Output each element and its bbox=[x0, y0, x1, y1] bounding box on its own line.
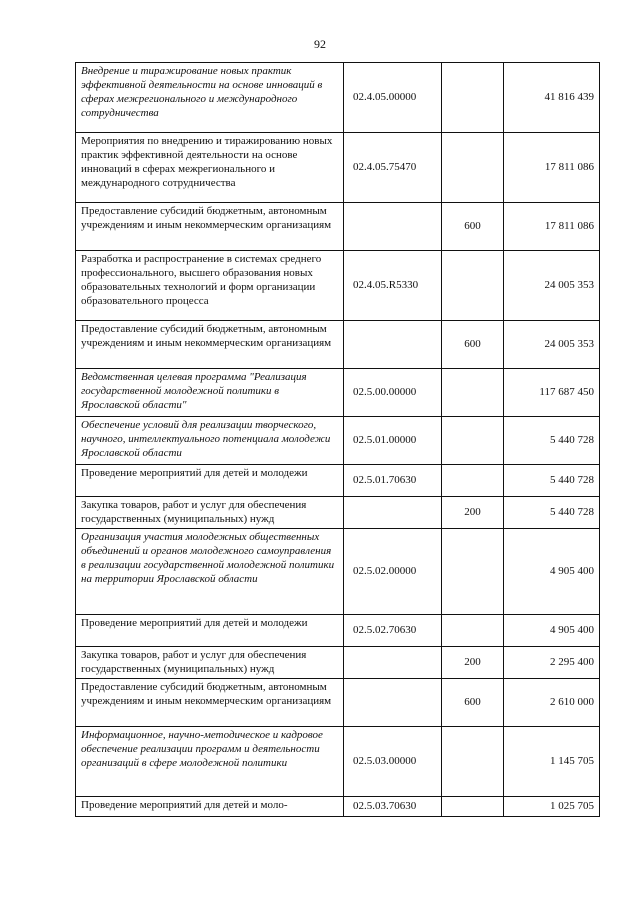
page-number: 92 bbox=[314, 37, 326, 51]
row-sum-cell: 2 610 000 bbox=[504, 679, 600, 727]
row-code-cell bbox=[344, 679, 442, 727]
row-type-cell bbox=[442, 369, 504, 417]
row-code-cell: 02.5.03.00000 bbox=[344, 727, 442, 797]
row-sum-cell: 4 905 400 bbox=[504, 615, 600, 647]
row-type-cell bbox=[442, 417, 504, 465]
row-code-cell bbox=[344, 321, 442, 369]
row-code-cell bbox=[344, 203, 442, 251]
row-sum-cell: 17 811 086 bbox=[504, 203, 600, 251]
table-row bbox=[76, 369, 600, 417]
row-name-cell: Предоставление субсидий бюджетным, автономным учреждениям и иным некоммерческим организациям bbox=[76, 679, 344, 727]
table-row bbox=[76, 529, 600, 615]
row-type-cell: 600 bbox=[442, 203, 504, 251]
row-sum-cell: 5 440 728 bbox=[504, 417, 600, 465]
row-sum-cell: 1 025 705 bbox=[504, 797, 600, 817]
row-code-cell: 02.4.05.75470 bbox=[344, 133, 442, 203]
table-row bbox=[76, 203, 600, 251]
row-name-cell: Ведомственная целевая программа "Реализация государственной молодежной политики в Ярославской области" bbox=[76, 369, 344, 417]
row-type-cell: 200 bbox=[442, 647, 504, 679]
budget-table bbox=[75, 62, 600, 817]
row-type-cell bbox=[442, 529, 504, 615]
row-type-cell: 600 bbox=[442, 321, 504, 369]
row-sum-cell: 41 816 439 bbox=[504, 63, 600, 133]
row-name-cell: Мероприятия по внедрению и тиражированию новых практик эффективной деятельности на основе инноваций в сферах межрегионального и международного сотрудничества bbox=[76, 133, 344, 203]
row-name-cell: Обеспечение условий для реализации творческого, научного, интеллектуального потенциала молодежи Ярославской области bbox=[76, 417, 344, 465]
table-row bbox=[76, 647, 600, 679]
table-row bbox=[76, 797, 600, 817]
row-type-cell bbox=[442, 63, 504, 133]
row-code-cell bbox=[344, 497, 442, 529]
row-name-cell: Закупка товаров, работ и услуг для обеспечения государственных (муниципальных) нужд bbox=[76, 497, 344, 529]
table-row bbox=[76, 321, 600, 369]
row-code-cell bbox=[344, 647, 442, 679]
row-name-cell: Закупка товаров, работ и услуг для обеспечения государственных (муниципальных) нужд bbox=[76, 647, 344, 679]
table-row bbox=[76, 727, 600, 797]
row-sum-cell: 117 687 450 bbox=[504, 369, 600, 417]
table-row bbox=[76, 615, 600, 647]
table-row bbox=[76, 497, 600, 529]
row-type-cell bbox=[442, 133, 504, 203]
row-code-cell: 02.5.00.00000 bbox=[344, 369, 442, 417]
row-sum-cell: 5 440 728 bbox=[504, 465, 600, 497]
row-name-cell: Внедрение и тиражирование новых практик эффективной деятельности на основе инноваций в сферах межрегионального и международного сотрудничества bbox=[76, 63, 344, 133]
row-code-cell: 02.4.05.R5330 bbox=[344, 251, 442, 321]
row-sum-cell: 17 811 086 bbox=[504, 133, 600, 203]
table-row bbox=[76, 63, 600, 133]
table-row bbox=[76, 417, 600, 465]
row-name-cell: Разработка и распространение в системах среднего профессионального, высшего образования новых образовательных технологий и форм организации образовательного процесса bbox=[76, 251, 344, 321]
row-sum-cell: 24 005 353 bbox=[504, 321, 600, 369]
row-type-cell: 200 bbox=[442, 497, 504, 529]
row-type-cell bbox=[442, 727, 504, 797]
row-type-cell: 600 bbox=[442, 679, 504, 727]
row-code-cell: 02.4.05.00000 bbox=[344, 63, 442, 133]
row-name-cell: Проведение мероприятий для детей и молодежи bbox=[76, 465, 344, 497]
row-name-cell: Организация участия молодежных общественных объединений и органов молодежного самоуправления в реализации государственной молодежной политики на территории Ярославской области bbox=[76, 529, 344, 615]
row-sum-cell: 2 295 400 bbox=[504, 647, 600, 679]
row-sum-cell: 1 145 705 bbox=[504, 727, 600, 797]
row-type-cell bbox=[442, 465, 504, 497]
table-row bbox=[76, 465, 600, 497]
row-name-cell: Предоставление субсидий бюджетным, автономным учреждениям и иным некоммерческим организациям bbox=[76, 203, 344, 251]
row-code-cell: 02.5.02.00000 bbox=[344, 529, 442, 615]
row-code-cell: 02.5.01.00000 bbox=[344, 417, 442, 465]
row-code-cell: 02.5.03.70630 bbox=[344, 797, 442, 817]
row-type-cell bbox=[442, 797, 504, 817]
table-row bbox=[76, 679, 600, 727]
budget-table-body bbox=[76, 63, 600, 817]
row-code-cell: 02.5.01.70630 bbox=[344, 465, 442, 497]
row-name-cell: Проведение мероприятий для детей и моло- bbox=[76, 797, 344, 817]
row-name-cell: Проведение мероприятий для детей и молодежи bbox=[76, 615, 344, 647]
row-code-cell: 02.5.02.70630 bbox=[344, 615, 442, 647]
row-type-cell bbox=[442, 615, 504, 647]
row-name-cell: Информационное, научно-методическое и кадровое обеспечение реализации программ и деятельности организаций в сфере молодежной политики bbox=[76, 727, 344, 797]
row-sum-cell: 4 905 400 bbox=[504, 529, 600, 615]
row-sum-cell: 24 005 353 bbox=[504, 251, 600, 321]
table-row bbox=[76, 251, 600, 321]
table-row bbox=[76, 133, 600, 203]
row-name-cell: Предоставление субсидий бюджетным, автономным учреждениям и иным некоммерческим организациям bbox=[76, 321, 344, 369]
row-sum-cell: 5 440 728 bbox=[504, 497, 600, 529]
row-type-cell bbox=[442, 251, 504, 321]
